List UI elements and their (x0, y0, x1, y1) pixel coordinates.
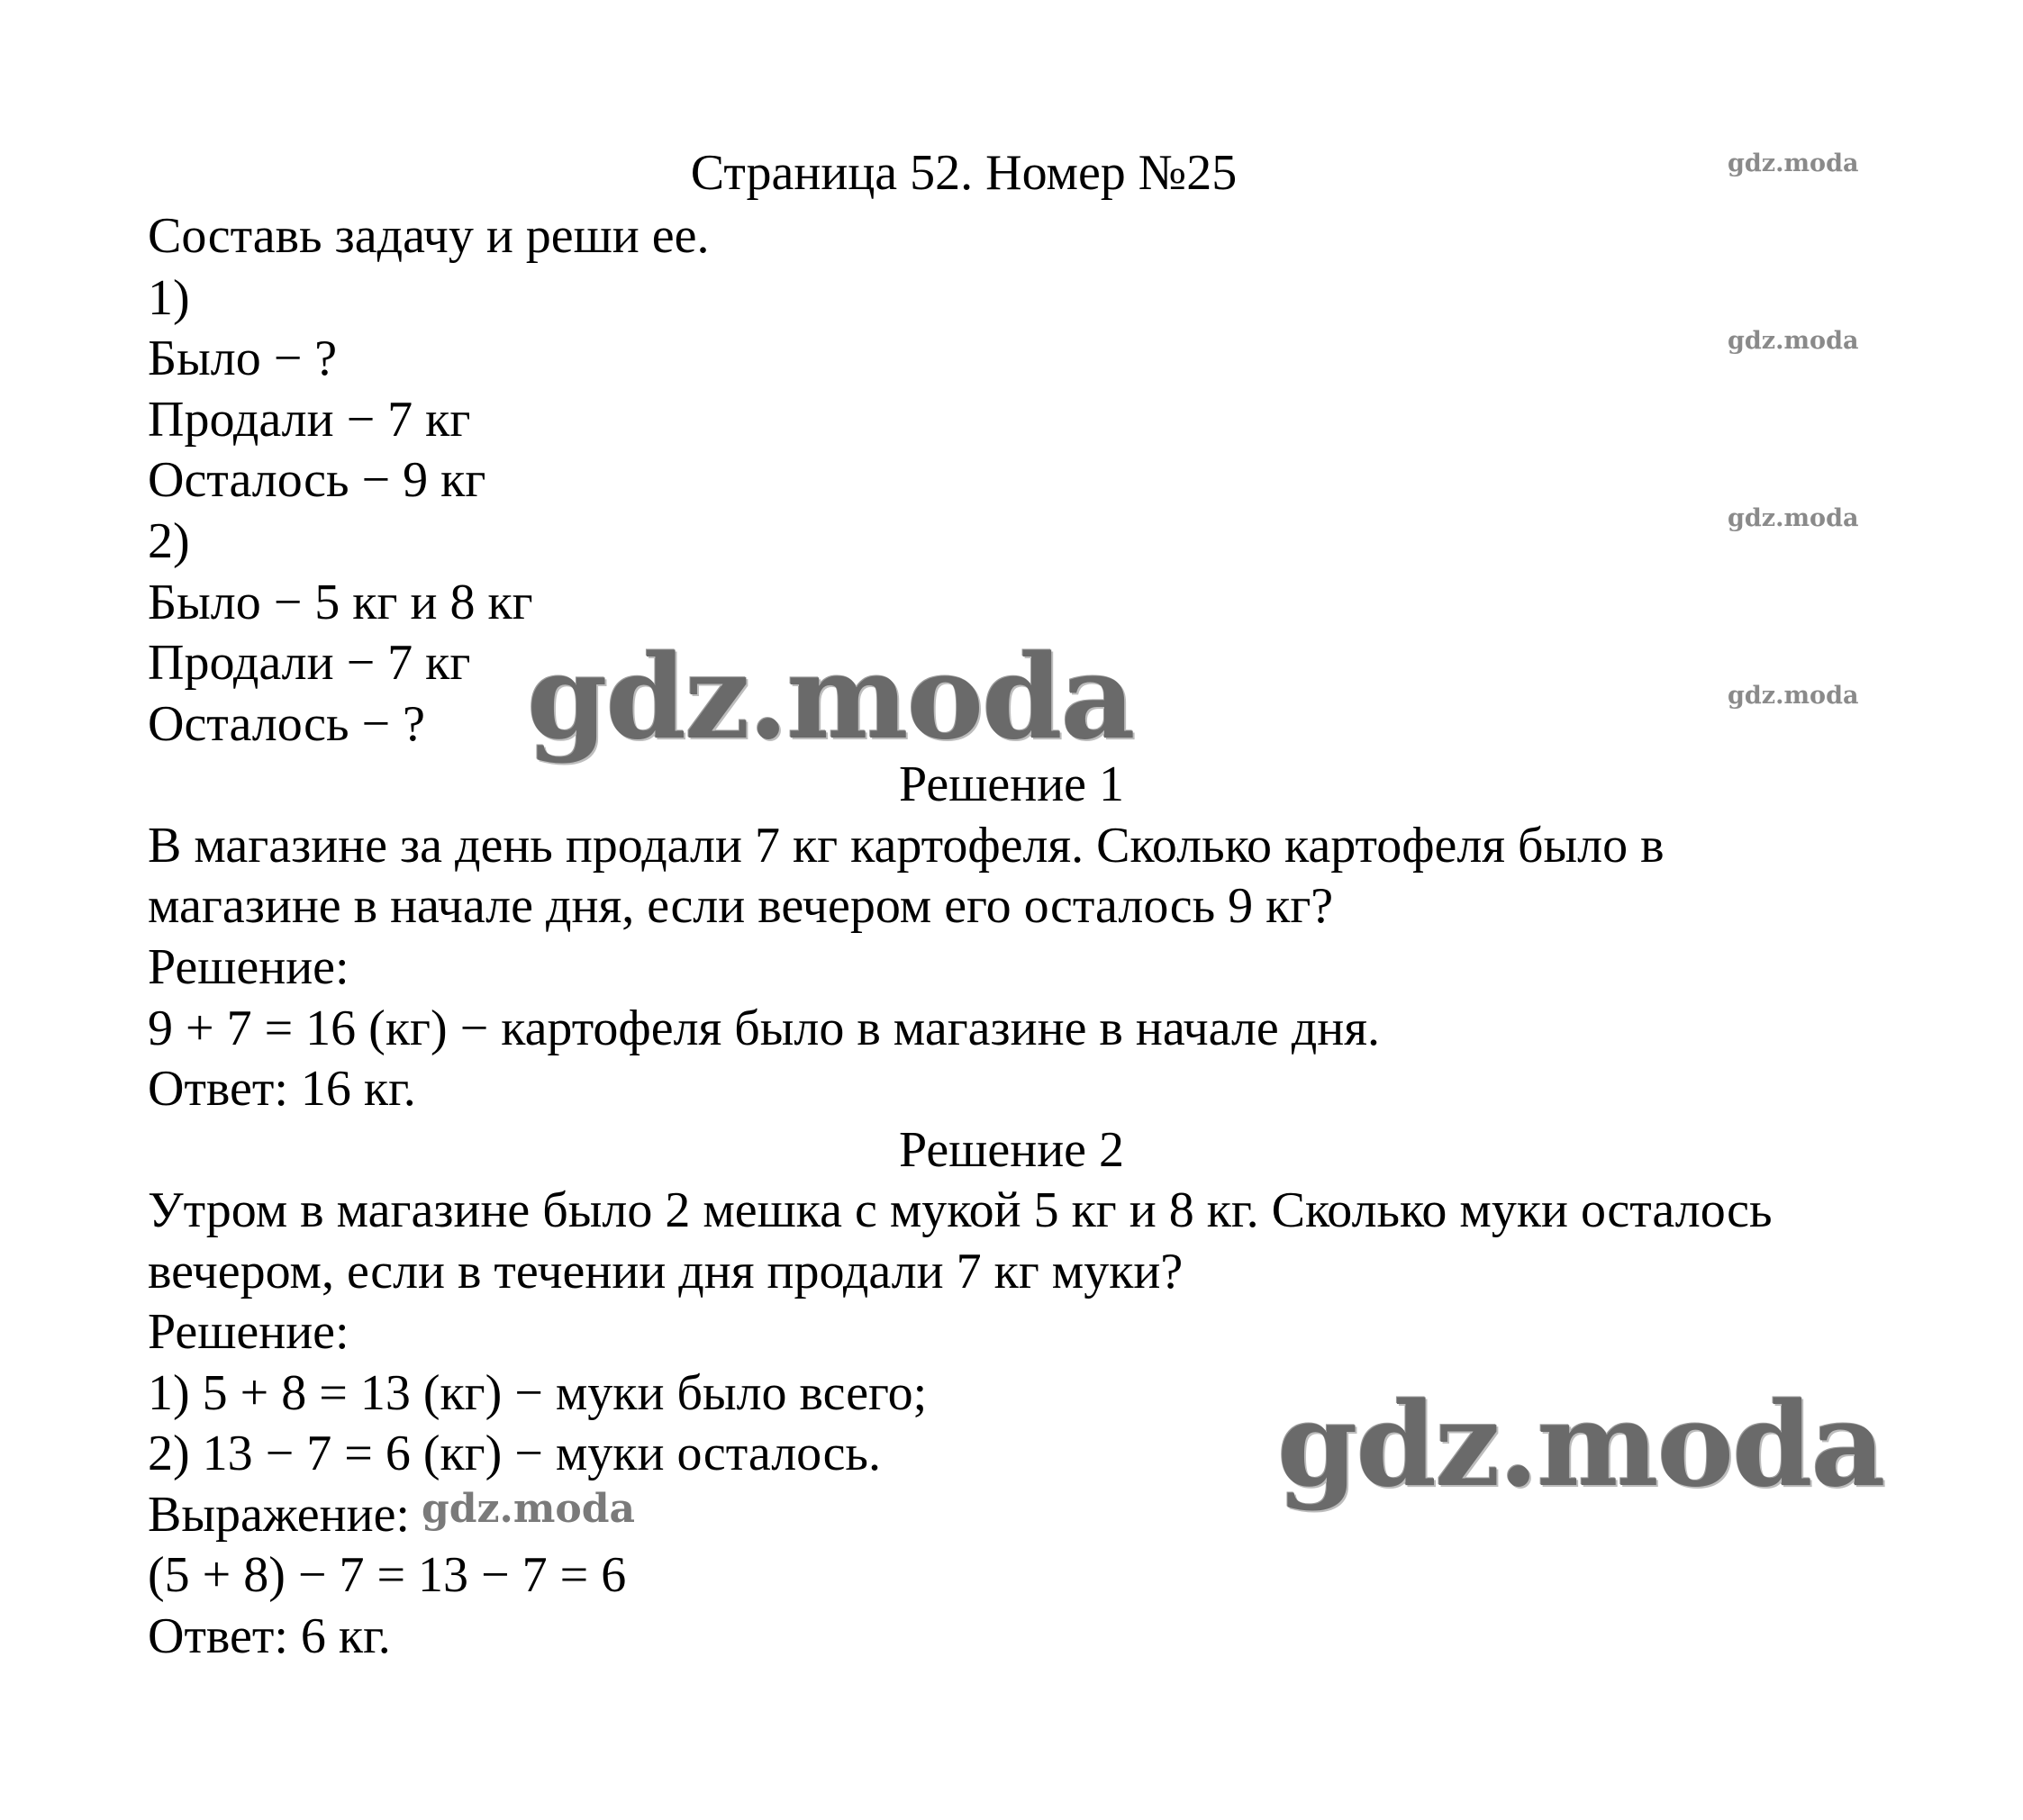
solution2-heading: Решение 2 (898, 1122, 1125, 1178)
solution1-problem-line2: магазине в начале дня, если вечером его осталось 9 кг? (148, 878, 1334, 934)
part1-prodali: Продали − 7 кг (148, 392, 471, 448)
part2-ostalos: Осталось − ? (148, 696, 425, 752)
solution2-answer: Ответ: 6 кг. (148, 1608, 391, 1664)
page-title: Страница 52. Номер №25 (690, 145, 1238, 201)
part2-bylo: Было − 5 кг и 8 кг (148, 575, 533, 630)
watermark-small-4: gdz.moda (1728, 682, 1859, 710)
part1-bylo: Было − ? (148, 330, 338, 386)
part2-prodali: Продали − 7 кг (148, 635, 471, 691)
watermark-small-1: gdz.moda (1728, 149, 1859, 177)
solution1-label: Решение: (148, 939, 349, 995)
solution1-problem-line1: В магазине за день продали 7 кг картофеля. Сколько картофеля было в (148, 818, 1665, 874)
solution2-problem-line1: Утром в магазине было 2 мешка с мукой 5 кг и 8 кг. Сколько муки осталось (148, 1182, 1773, 1238)
solution2-expression: (5 + 8) − 7 = 13 − 7 = 6 (148, 1547, 627, 1603)
solution2-expression-label: Выражение: (148, 1487, 410, 1543)
solution1-step: 9 + 7 = 16 (кг) − картофеля было в магазине в начале дня. (148, 1001, 1380, 1056)
watermark-small-3: gdz.moda (1728, 504, 1859, 532)
part1-number: 1) (148, 270, 190, 326)
watermark-large-2: gdz.moda (1277, 1378, 1884, 1513)
watermark-small-2: gdz.moda (1728, 327, 1859, 355)
part1-ostalos: Осталось − 9 кг (148, 452, 486, 508)
solution1-answer: Ответ: 16 кг. (148, 1061, 416, 1117)
task-prompt: Составь задачу и реши ее. (148, 208, 710, 264)
watermark-large-1: gdz.moda (527, 630, 1134, 765)
solution1-heading: Решение 1 (898, 756, 1125, 812)
solution2-step2: 2) 13 − 7 = 6 (кг) − муки осталось. (148, 1426, 881, 1481)
solution2-step1: 1) 5 + 8 = 13 (кг) − муки было всего; (148, 1365, 928, 1421)
solution2-label: Решение: (148, 1304, 349, 1360)
watermark-inline: gdz.moda (422, 1486, 636, 1532)
part2-number: 2) (148, 513, 190, 569)
solution2-problem-line2: вечером, если в течении дня продали 7 кг муки? (148, 1244, 1184, 1299)
